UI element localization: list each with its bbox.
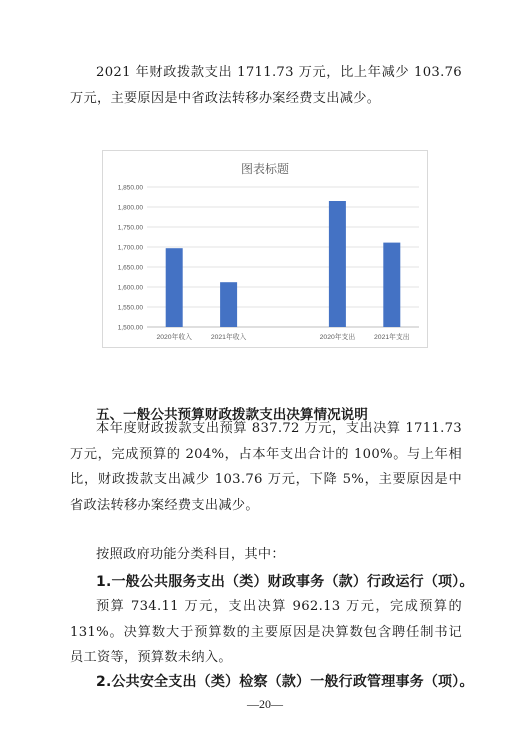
item-1-line-3: 员工资等，预算数未纳入。 xyxy=(70,650,232,665)
y-tick-label: 1,500.00 xyxy=(117,324,143,332)
item-1-line-2: 131%。决算数大于预算数的主要原因是决算数包含聘任制书记 xyxy=(70,624,462,640)
bar-chart xyxy=(103,151,427,347)
chart-title: 图表标题 xyxy=(240,162,290,176)
x-tick-label: 2020年支出 xyxy=(319,334,356,341)
intro-line-1: 2021 年财政拨款支出 1711.73 万元，比上年减少 103.76 xyxy=(96,65,462,80)
bar xyxy=(166,248,183,327)
intro-paragraph xyxy=(70,60,462,111)
bar xyxy=(329,201,346,327)
bar xyxy=(220,282,237,327)
x-tick-label: 2021年收入 xyxy=(210,334,247,341)
y-tick-label: 1,650.00 xyxy=(117,264,143,272)
y-tick-label: 1,600.00 xyxy=(117,284,143,292)
y-axis-ticks xyxy=(118,185,144,332)
section5-paragraph-1 xyxy=(70,416,462,518)
section5-p1-line-4: 省政法转移办案经费支出减少。 xyxy=(70,497,259,513)
chart-grid xyxy=(147,187,419,327)
y-tick-label: 1,700.00 xyxy=(117,244,143,252)
x-tick-label: 2021年支出 xyxy=(374,334,410,341)
chart-frame xyxy=(102,150,428,348)
y-tick-label: 1,800.00 xyxy=(117,204,143,212)
item-1-line-1: 预算 734.11 万元，支出决算 962.13 万元，完成预算的 xyxy=(96,599,462,614)
y-tick-label: 1,850.00 xyxy=(117,184,143,192)
x-tick-label: 2020年收入 xyxy=(156,334,192,341)
x-axis-labels xyxy=(156,332,409,341)
section-heading: 五、一般公共预算财政拨款支出决算情况说明 xyxy=(96,407,368,423)
item-1-heading: 1.一般公共服务支出（类）财政事务（款）行政运行（项）。 xyxy=(96,574,474,590)
bar xyxy=(383,243,400,327)
item-2-heading: 2.公共安全支出（类）检察（款）一般行政管理事务（项）。 xyxy=(96,674,474,690)
section5-p1-line-2: 万元，完成预算的 204%，占本年支出合计的 100%。与上年相 xyxy=(70,446,462,462)
y-tick-label: 1,750.00 xyxy=(117,224,143,232)
item-1-paragraph xyxy=(70,594,462,671)
chart-bars xyxy=(166,201,401,327)
section5-p2-line: 按照政府功能分类科目，其中： xyxy=(96,547,285,562)
page-number: —20— xyxy=(247,697,283,711)
section5-paragraph-2 xyxy=(70,542,462,568)
y-tick-label: 1,550.00 xyxy=(117,304,143,312)
intro-line-2: 万元，主要原因是中省政法转移办案经费支出减少。 xyxy=(70,90,381,106)
section5-p1-line-3: 比，财政拨款支出减少 103.76 万元，下降 5%，主要原因是中 xyxy=(70,472,462,487)
section5-p1-line-1: 本年度财政拨款支出预算 837.72 万元，支出决算 1711.73 xyxy=(96,421,462,436)
